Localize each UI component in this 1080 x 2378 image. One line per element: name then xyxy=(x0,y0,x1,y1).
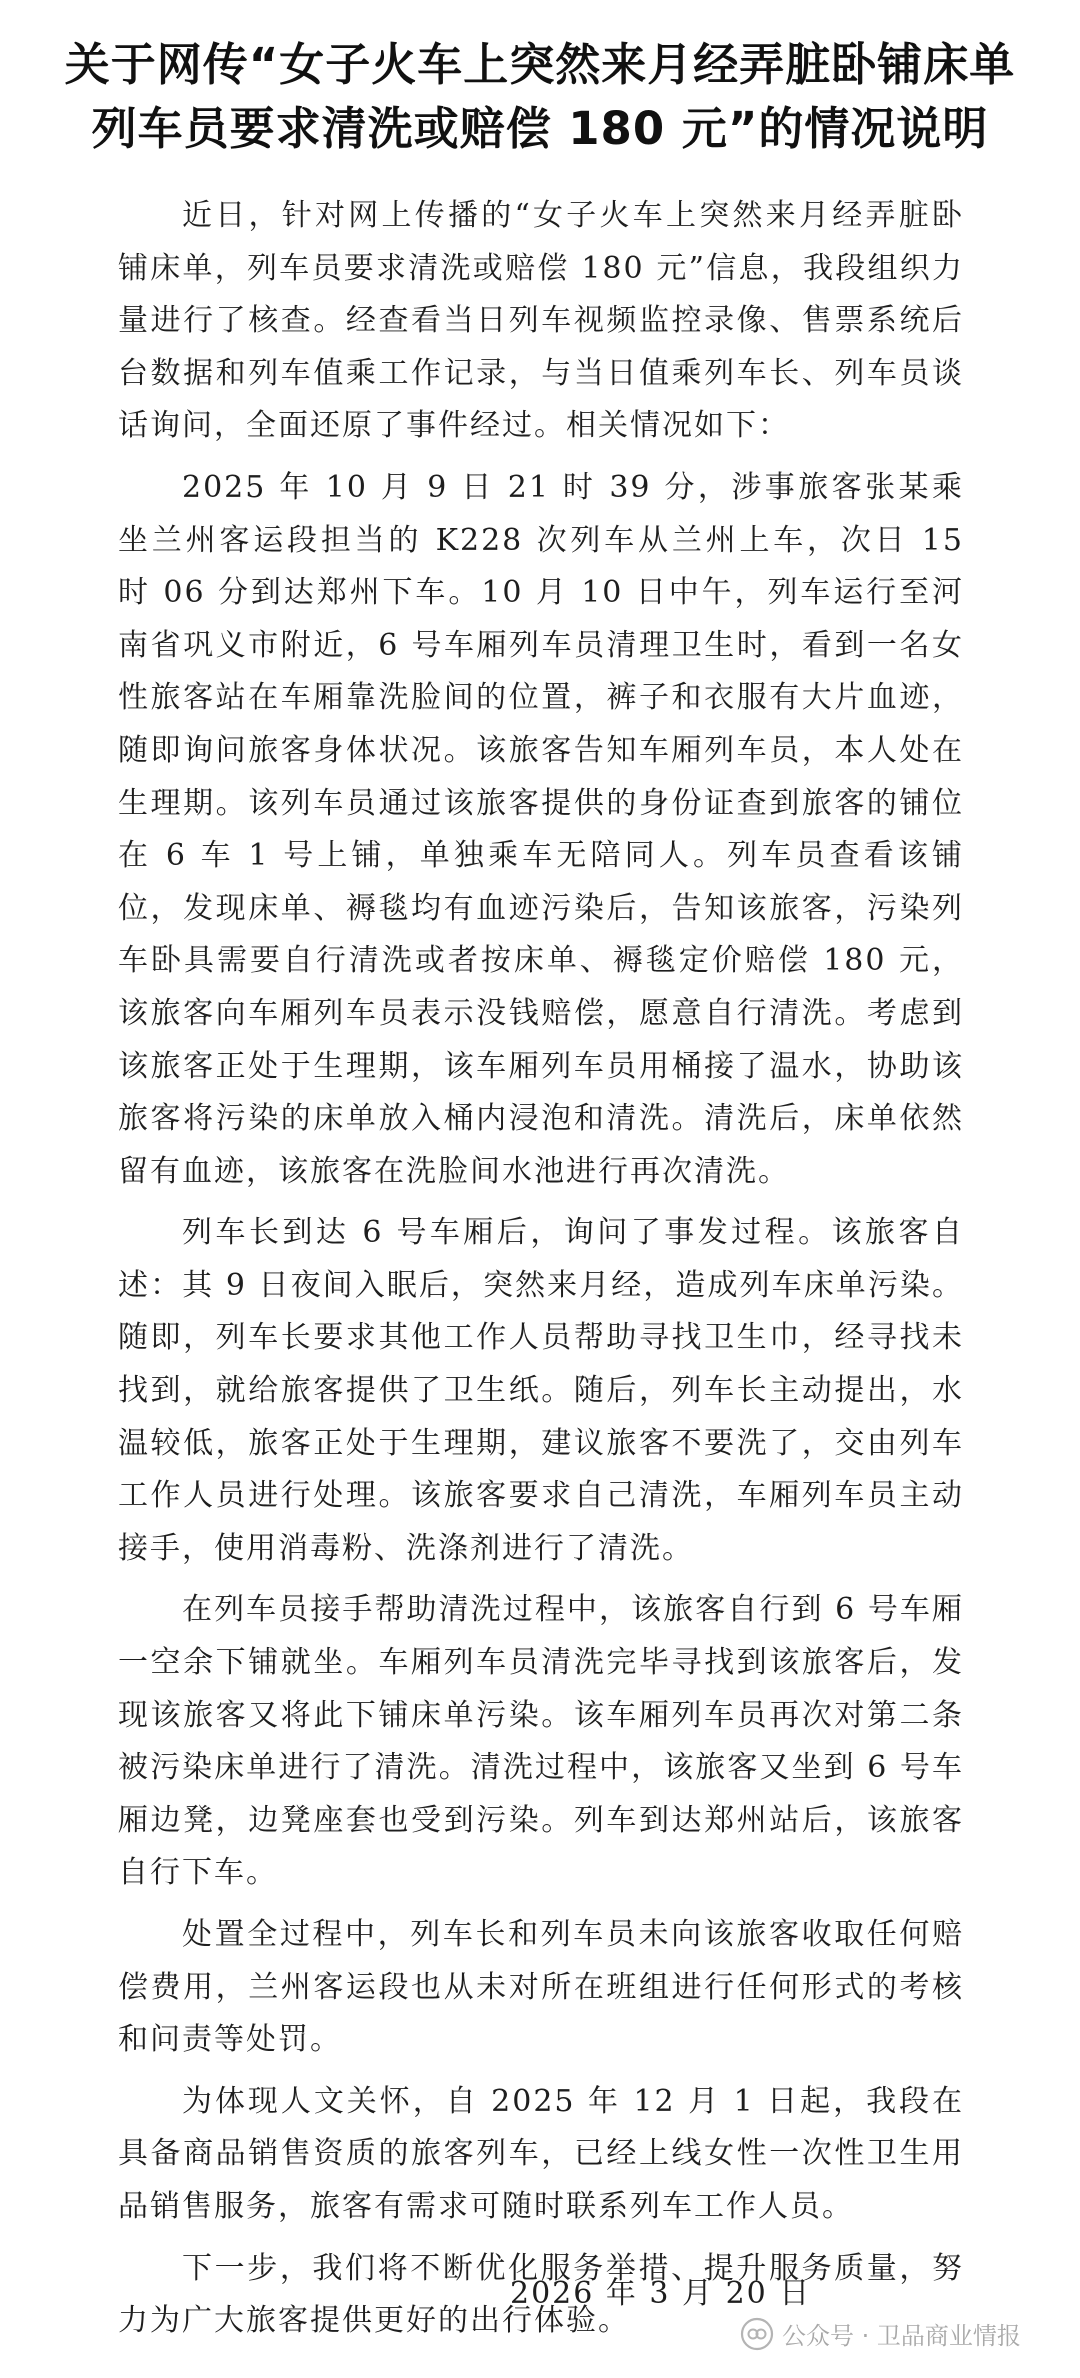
document-title-line-1: 关于网传“女子火车上突然来月经弄脏卧铺床单 xyxy=(64,38,1016,91)
paragraph-service: 为体现人文关怀，自 2025 年 12 月 1 日起，我段在具备商品销售资质的旅客列车，已经上线女性一次性卫生用品销售服务，旅客有需求可随时联系列车工作人员。 xyxy=(118,2083,964,2224)
paragraph-intro: 近日，针对网上传播的“女子火车上突然来月经弄脏卧铺床单，列车员要求清洗或赔偿 180 元”信息，我段组织力量进行了核查。经查看当日列车视频监控录像、售票系统后台数据和列车值乘工作记录，与当日值乘列车长、列车员谈话询问，全面还原了事件经过。相关情况如下： xyxy=(118,198,964,444)
document-title-line-2: 列车员要求清洗或赔偿 180 元”的情况说明 xyxy=(91,102,989,155)
wechat-official-account-icon xyxy=(740,2317,774,2351)
document-body xyxy=(118,190,964,2357)
paragraph-cleaning: 在列车员接手帮助清洗过程中，该旅客自行到 6 号车厢一空余下铺就坐。车厢列车员清洗完毕寻找到该旅客后，发现该旅客又将此下铺床单污染。该车厢列车员再次对第二条被污染床单进行了清洗。清洗过程中，该旅客又坐到 6 号车厢边凳，边凳座套也受到污染。列车到达郑州站后，该旅客自行下车。 xyxy=(118,1592,964,1891)
document-date: 2026 年 3 月 20 日 xyxy=(510,2276,812,2311)
paragraph-next-step: 下一步，我们将不断优化服务举措、提升服务质量，努力为广大旅客提供更好的出行体验。 xyxy=(118,2250,964,2339)
paragraph-no-charge: 处置全过程中，列车长和列车员未向该旅客收取任何赔偿费用，兰州客运段也从未对所在班组进行任何形式的考核和问责等处罚。 xyxy=(118,1917,964,2058)
paragraph-incident: 2025 年 10 月 9 日 21 时 39 分，涉事旅客张某乘坐兰州客运段担当的 K228 次列车从兰州上车，次日 15 时 06 分到达郑州下车。10 月 10 日中午，列车运行至河南省巩义市附近，6 号车厢列车员清理卫生时，看到一名女性旅客站在车厢靠洗脸间的位置，裤子和衣服有大片血迹，随即询问旅客身体状况。该旅客告知车厢列车员，本人处在生理期。该列车员通过该旅客提供的身份证查到旅客的铺位在 6 车 1 号上铺，单独乘车无陪同人。列车员查看该铺位，发现床单、褥毯均有血迹污染后，告知该旅客，污染列车卧具需要自行清洗或者按床单、褥毯定价赔偿 180 元，该旅客向车厢列车员表示没钱赔偿，愿意自行清洗。考虑到该旅客正处于生理期，该车厢列车员用桶接了温水，协助该旅客将污染的床单放入桶内浸泡和清洗。清洗后，床单依然留有血迹，该旅客在洗脸间水池进行再次清洗。 xyxy=(118,469,964,1189)
watermark-text: 公众号 · 卫品商业情报 xyxy=(782,2322,1021,2350)
source-watermark xyxy=(740,2316,1021,2351)
paragraph-conductor: 列车长到达 6 号车厢后，询问了事发过程。该旅客自述：其 9 日夜间入眠后，突然来月经，造成列车床单污染。随即，列车长要求其他工作人员帮助寻找卫生巾，经寻找未找到，就给旅客提供了卫生纸。随后，列车长主动提出，水温较低，旅客正处于生理期，建议旅客不要洗了，交由列车工作人员进行处理。该旅客要求自己清洗，车厢列车员主动接手，使用消毒粉、洗涤剂进行了清洗。 xyxy=(118,1215,964,1566)
